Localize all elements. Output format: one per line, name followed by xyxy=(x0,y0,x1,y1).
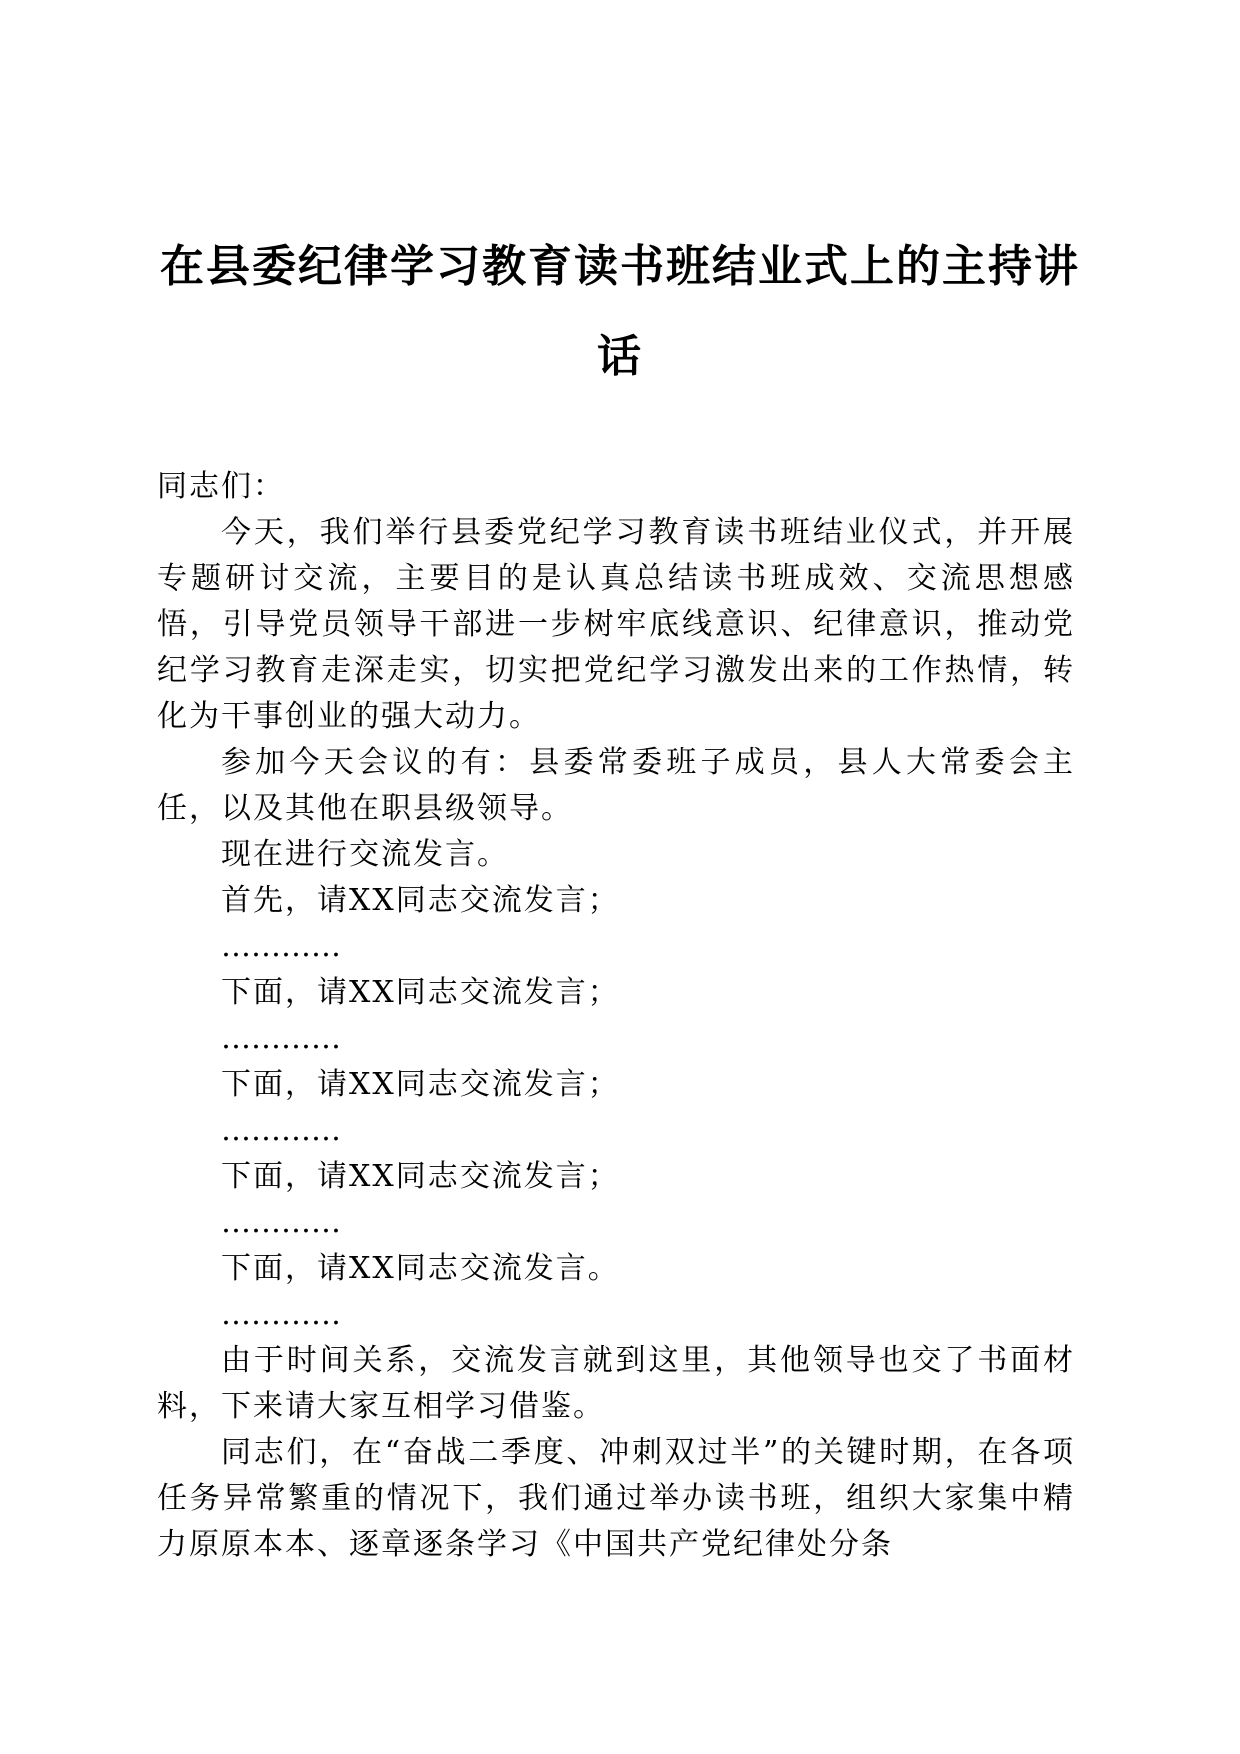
speech-line: 下面，请XX同志交流发言。 xyxy=(221,1251,620,1286)
speech-line: 下面，请XX同志交流发言； xyxy=(221,1067,620,1102)
document-title: 在县委纪律学习教育读书班结业式上的主持讲话 xyxy=(160,241,1080,382)
time-note-paragraph: 由于时间关系，交流发言就到这里，其他领导也交了书面材料，下来请大家互相学习借鉴。 xyxy=(157,1343,1075,1424)
closing-paragraph: 同志们，在“奋战二季度、冲刺双过半”的关键时期，在各项任务异常繁重的情况下，我们通过举办读书班，组织大家集中精力原原本本、逐章逐条学习《中国共产党纪律处分条 xyxy=(157,1435,1075,1562)
speech-ellipsis: ………… xyxy=(221,929,341,964)
speech-line: 下面，请XX同志交流发言； xyxy=(221,975,620,1010)
speech-ellipsis: ………… xyxy=(221,1021,341,1056)
speech-line: 首先，请XX同志交流发言； xyxy=(221,883,620,918)
speech-ellipsis: ………… xyxy=(221,1113,341,1148)
intro-paragraph: 今天，我们举行县委党纪学习教育读书班结业仪式，并开展专题研讨交流，主要目的是认真总结读书班成效、交流思想感悟，引导党员领导干部进一步树牢底线意识、纪律意识，推动党纪学习教育走深走实，切实把党纪学习激发出来的工作热情，转化为干事创业的强大动力。 xyxy=(157,515,1075,734)
speech-line: 下面，请XX同志交流发言； xyxy=(221,1159,620,1194)
document-body xyxy=(157,464,1075,1568)
speech-ellipsis: ………… xyxy=(221,1205,341,1240)
exchange-start-paragraph: 现在进行交流发言。 xyxy=(221,837,509,872)
attendees-paragraph: 参加今天会议的有：县委常委班子成员，县人大常委会主任，以及其他在职县级领导。 xyxy=(157,745,1075,826)
salutation: 同志们： xyxy=(157,469,285,504)
speech-ellipsis: ………… xyxy=(221,1297,341,1332)
